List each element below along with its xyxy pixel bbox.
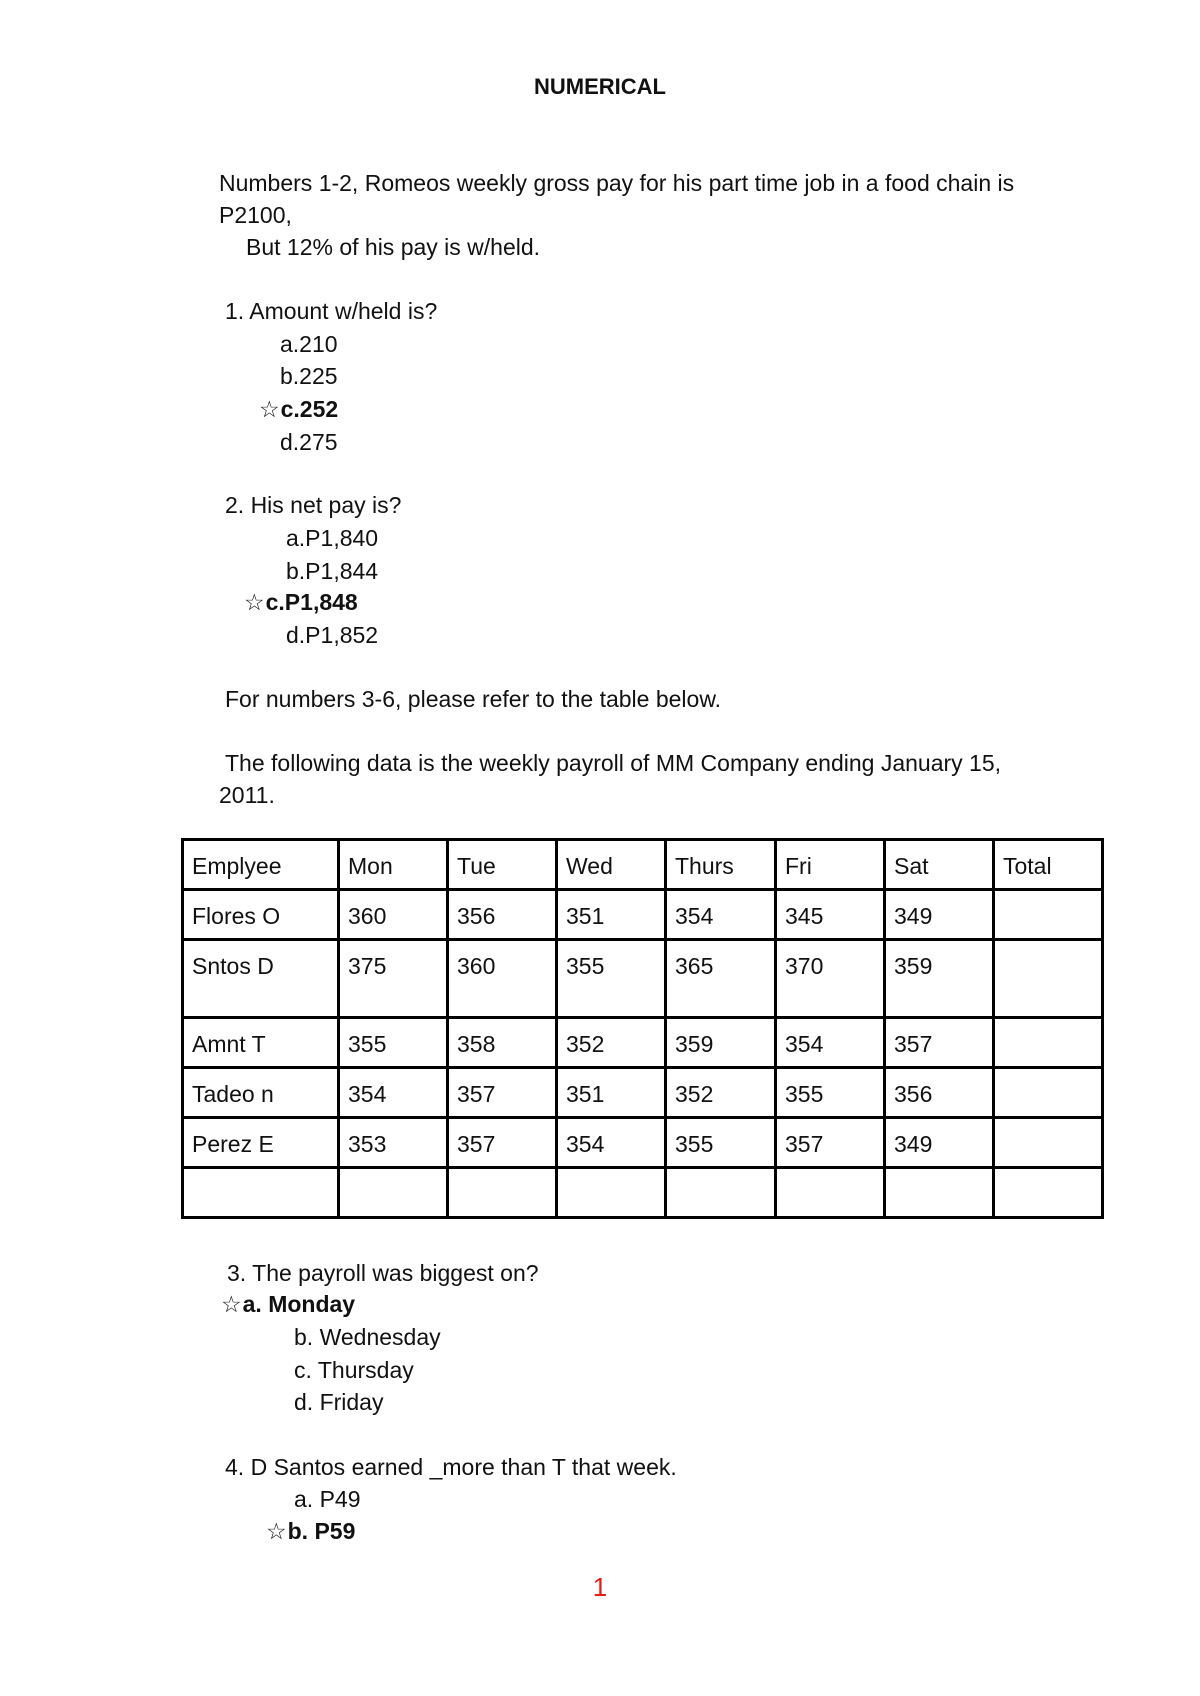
table-cell: 356 xyxy=(448,890,557,940)
payroll-intro-line-1: The following data is the weekly payroll of MM Company ending January 15, xyxy=(225,750,1002,776)
q3-option-c: c. Thursday xyxy=(294,1357,414,1383)
table-row xyxy=(183,940,1103,1018)
table-cell xyxy=(776,1168,885,1218)
document-title: NUMERICAL xyxy=(534,74,666,99)
q3-question: 3. The payroll was biggest on? xyxy=(227,1260,539,1286)
table-cell xyxy=(448,1168,557,1218)
q1-option-c-label: c.252 xyxy=(280,396,339,422)
table-cell xyxy=(994,1118,1103,1168)
q3-option-d: d. Friday xyxy=(294,1389,384,1415)
table-cell: 357 xyxy=(448,1068,557,1118)
intro-line-1: Numbers 1-2, Romeos weekly gross pay for his part time job in a food chain is xyxy=(219,170,1015,196)
table-cell: 355 xyxy=(776,1068,885,1118)
table-cell: 349 xyxy=(885,1118,994,1168)
table-cell: 360 xyxy=(339,890,448,940)
star-icon: ☆ xyxy=(266,1518,287,1544)
table-cell: 357 xyxy=(776,1118,885,1168)
table-cell: Tadeo n xyxy=(183,1068,339,1118)
table-cell xyxy=(994,1018,1103,1068)
q2-option-a: a.P1,840 xyxy=(286,525,379,551)
table-cell: 359 xyxy=(885,940,994,1018)
star-icon: ☆ xyxy=(221,1291,242,1317)
table-cell: 358 xyxy=(448,1018,557,1068)
table-cell: 354 xyxy=(666,890,776,940)
q2-option-b: b.P1,844 xyxy=(286,558,379,584)
q1-option-a: a.210 xyxy=(280,331,338,357)
table-row xyxy=(183,890,1103,940)
table-cell xyxy=(994,1168,1103,1218)
intro-line-2: P2100, xyxy=(219,202,292,228)
table-header-cell: Mon xyxy=(339,840,448,890)
q4-option-a: a. P49 xyxy=(294,1486,361,1512)
table-cell: 352 xyxy=(666,1068,776,1118)
table-cell xyxy=(885,1168,994,1218)
table-header-cell: Total xyxy=(994,840,1103,890)
refer-instruction: For numbers 3-6, please refer to the table below. xyxy=(225,686,722,712)
table-cell: 353 xyxy=(339,1118,448,1168)
table-cell: Perez E xyxy=(183,1118,339,1168)
q3-option-b: b. Wednesday xyxy=(294,1324,441,1350)
table-cell: Sntos D xyxy=(183,940,339,1018)
table-header-cell: Thurs xyxy=(666,840,776,890)
table-cell: 352 xyxy=(557,1018,666,1068)
table-header-cell: Wed xyxy=(557,840,666,890)
table-cell xyxy=(994,1068,1103,1118)
table-row xyxy=(183,1018,1103,1068)
table-cell: 370 xyxy=(776,940,885,1018)
q1-option-d: d.275 xyxy=(280,429,338,455)
table-header-cell: Sat xyxy=(885,840,994,890)
payroll-intro-line-2: 2011. xyxy=(219,782,275,808)
q4-question: 4. D Santos earned _more than T that week. xyxy=(225,1454,677,1480)
table-cell: 351 xyxy=(557,1068,666,1118)
table-cell: 355 xyxy=(666,1118,776,1168)
table-cell: 375 xyxy=(339,940,448,1018)
q2-question: 2. His net pay is? xyxy=(225,492,402,518)
table-cell: 356 xyxy=(885,1068,994,1118)
q3-option-a-label: a. Monday xyxy=(242,1291,356,1317)
q2-option-d: d.P1,852 xyxy=(286,622,379,648)
table-cell: 354 xyxy=(557,1118,666,1168)
table-row-empty xyxy=(183,1168,1103,1218)
payroll-table xyxy=(181,838,1104,1219)
table-cell: 357 xyxy=(448,1118,557,1168)
q4-option-b-label: b. P59 xyxy=(287,1518,356,1544)
table-cell: 345 xyxy=(776,890,885,940)
table-cell xyxy=(994,940,1103,1018)
intro-line-3: But 12% of his pay is w/held. xyxy=(246,234,541,260)
table-cell xyxy=(339,1168,448,1218)
table-cell: 360 xyxy=(448,940,557,1018)
table-cell: 349 xyxy=(885,890,994,940)
star-icon: ☆ xyxy=(244,589,265,615)
q3-option-a-answer xyxy=(221,1290,355,1318)
q2-option-c-answer xyxy=(244,588,358,616)
q4-option-b-answer xyxy=(266,1517,355,1545)
q1-option-b: b.225 xyxy=(280,363,338,389)
table-cell: 355 xyxy=(339,1018,448,1068)
star-icon: ☆ xyxy=(259,396,280,422)
table-cell: 365 xyxy=(666,940,776,1018)
table-cell: 355 xyxy=(557,940,666,1018)
page-number: 1 xyxy=(592,1572,608,1602)
table-cell xyxy=(183,1168,339,1218)
table-cell: Flores O xyxy=(183,890,339,940)
table-cell: Amnt T xyxy=(183,1018,339,1068)
q1-question: 1. Amount w/held is? xyxy=(225,298,438,324)
table-header-cell: Emplyee xyxy=(183,840,339,890)
table-row xyxy=(183,1118,1103,1168)
q2-option-c-label: c.P1,848 xyxy=(265,589,358,615)
table-cell: 354 xyxy=(776,1018,885,1068)
table-cell: 357 xyxy=(885,1018,994,1068)
table-cell: 351 xyxy=(557,890,666,940)
table-cell: 354 xyxy=(339,1068,448,1118)
table-cell xyxy=(666,1168,776,1218)
table-cell: 359 xyxy=(666,1018,776,1068)
table-header-cell: Tue xyxy=(448,840,557,890)
table-cell xyxy=(557,1168,666,1218)
q1-option-c-answer xyxy=(259,395,338,423)
table-header-cell: Fri xyxy=(776,840,885,890)
table-cell xyxy=(994,890,1103,940)
table-header-row xyxy=(183,840,1103,890)
table-row xyxy=(183,1068,1103,1118)
